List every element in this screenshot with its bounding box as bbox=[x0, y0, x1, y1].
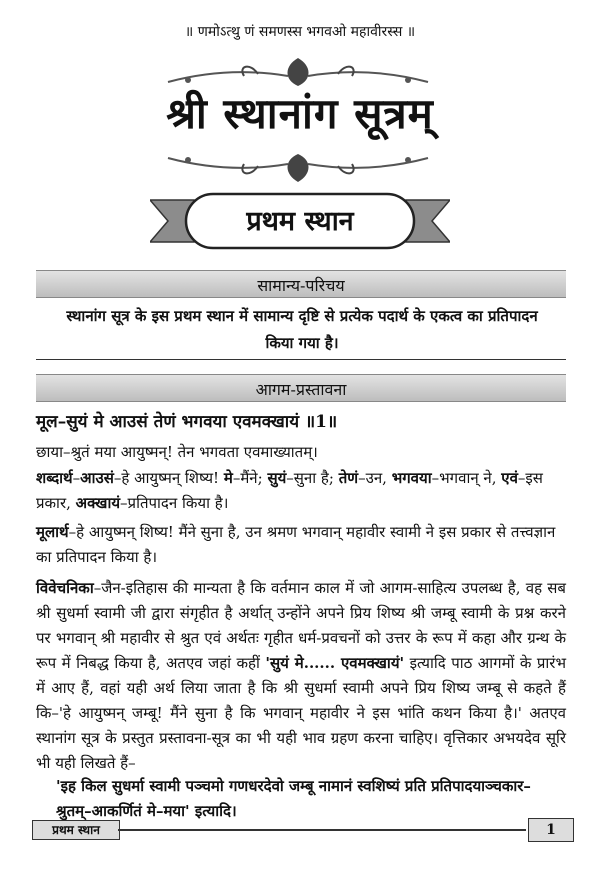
page-number: 1 bbox=[528, 818, 574, 842]
shabdarth-text: –भगवान् ने, bbox=[431, 469, 502, 487]
shabdarth-word: भगवया bbox=[391, 469, 432, 487]
agam-heading-band bbox=[36, 374, 566, 402]
mula-verse: मूल–सुयं मे आउसं तेणं भगवया एवमक्खायं ॥1॥ bbox=[36, 412, 338, 432]
vivechan-text: इत्यादि पाठ आगमों के प्रारंभ में आए हैं, वहां यही अर्थ लिया जाता है कि श्री सुधर्मा स्वामी अपने प्रिय शिष्य जम्बू से कहते हैं कि–'हे आयुष्मन् जम्बू! मैंने सुना है कि भगवान् महावीर ने इस भांति कथन किया है।' अतएव स्थानांग सूत्र के प्रस्तुत प्रस्तावना-सूत्र का भी यही भाव ग्रहण करना चाहिए। वृत्तिकार अभयदेव सूरि भी यही लिखते हैं– bbox=[36, 654, 566, 772]
shabdarth-text: – bbox=[72, 469, 81, 487]
intro-text: स्थानांग सूत्र के इस प्रथम स्थान में सामान्य दृष्टि से प्रत्येक पदार्थ के एकत्व का प्रतिपादन किया गया है। bbox=[66, 307, 538, 352]
book-title: श्री स्थानांग सूत्रम् bbox=[166, 89, 434, 138]
chapter-title: प्रथम स्थान bbox=[246, 206, 354, 237]
mularth-paragraph bbox=[36, 520, 566, 570]
invocation-line: ॥ णमोऽत्थु णं समणस्स भगवओ महावीरस्स ॥ bbox=[184, 24, 416, 40]
shabdarth-word: मे bbox=[223, 469, 233, 487]
shabdarth-word: अक्खायं bbox=[75, 494, 121, 512]
divider bbox=[36, 359, 566, 360]
shabdarth-paragraph bbox=[36, 466, 566, 516]
mularth-label: मूलार्थ bbox=[36, 523, 69, 541]
shabdarth-text: –हे आयुष्मन् शिष्य! bbox=[113, 469, 224, 487]
mularth-text: –हे आयुष्मन् शिष्य! मैंने सुना है, उन श्रमण भगवान् महावीर स्वामी ने इस प्रकार से तत्त्वज्ञान का प्रतिपादन किया है। bbox=[36, 523, 556, 566]
shabdarth-text: –उन, bbox=[358, 469, 392, 487]
chaya-paragraph bbox=[36, 440, 566, 465]
shabdarth-label: शब्दार्थ bbox=[36, 469, 73, 487]
intro-heading-band bbox=[36, 270, 566, 298]
shabdarth-text: –इस प्रकार, bbox=[36, 469, 543, 512]
chaya-label: छाया bbox=[36, 443, 63, 461]
bottom-ornament-icon bbox=[158, 148, 438, 188]
footer-divider bbox=[118, 829, 526, 831]
vivechan-paragraph bbox=[36, 576, 566, 776]
shabdarth-word: एवं bbox=[501, 469, 518, 487]
vivechan-label: विवेचनिका bbox=[36, 579, 94, 597]
shabdarth-word: सुयं bbox=[267, 469, 287, 487]
chaya-text: –श्रुतं मया आयुष्मन्! तेन भगवता एवमाख्यातम्। bbox=[63, 443, 318, 461]
commentary-quote: 'इह किल सुधर्मा स्वामी पञ्चमो गणधरदेवो जम्बू नामानं स्वशिष्यं प्रति प्रतिपादयाञ्चकार–श्रुतम्–आकर्णितं मे–मया' इत्यादि। bbox=[56, 777, 531, 820]
shabdarth-word: तेणं bbox=[338, 469, 359, 487]
agam-heading: आगम-प्रस्तावना bbox=[255, 380, 347, 399]
intro-heading: सामान्य-परिचय bbox=[257, 276, 345, 295]
vivechan-text: –जैन-इतिहास की मान्यता है कि वर्तमान काल में जो आगम-साहित्य उपलब्ध है, वह सब श्री सुधर्मा स्वामी जी द्वारा संगृहीत है अर्थात् उन्होंने अपने प्रिय शिष्य श्री जम्बू स्वामी के प्रश्न करने पर भगवान् श्री महावीर से श्रुत एवं अर्थतः गृहीत धर्म-प्रवचनों को उत्तर के रूप में कहा और ग्रन्थ के रूप में निबद्ध किया है, अतएव जहां कहीं bbox=[36, 579, 566, 672]
shabdarth-text: –सुना है; bbox=[286, 469, 339, 487]
shabdarth-text: –प्रतिपादन किया है। bbox=[120, 494, 229, 512]
shabdarth-text: –मैंने; bbox=[232, 469, 268, 487]
vivechan-quote: 'सुयं मे...... एवमक्खायं' bbox=[265, 654, 405, 672]
footer-section-label: प्रथम स्थान bbox=[32, 820, 120, 840]
shabdarth-word: आउसं bbox=[80, 469, 114, 487]
